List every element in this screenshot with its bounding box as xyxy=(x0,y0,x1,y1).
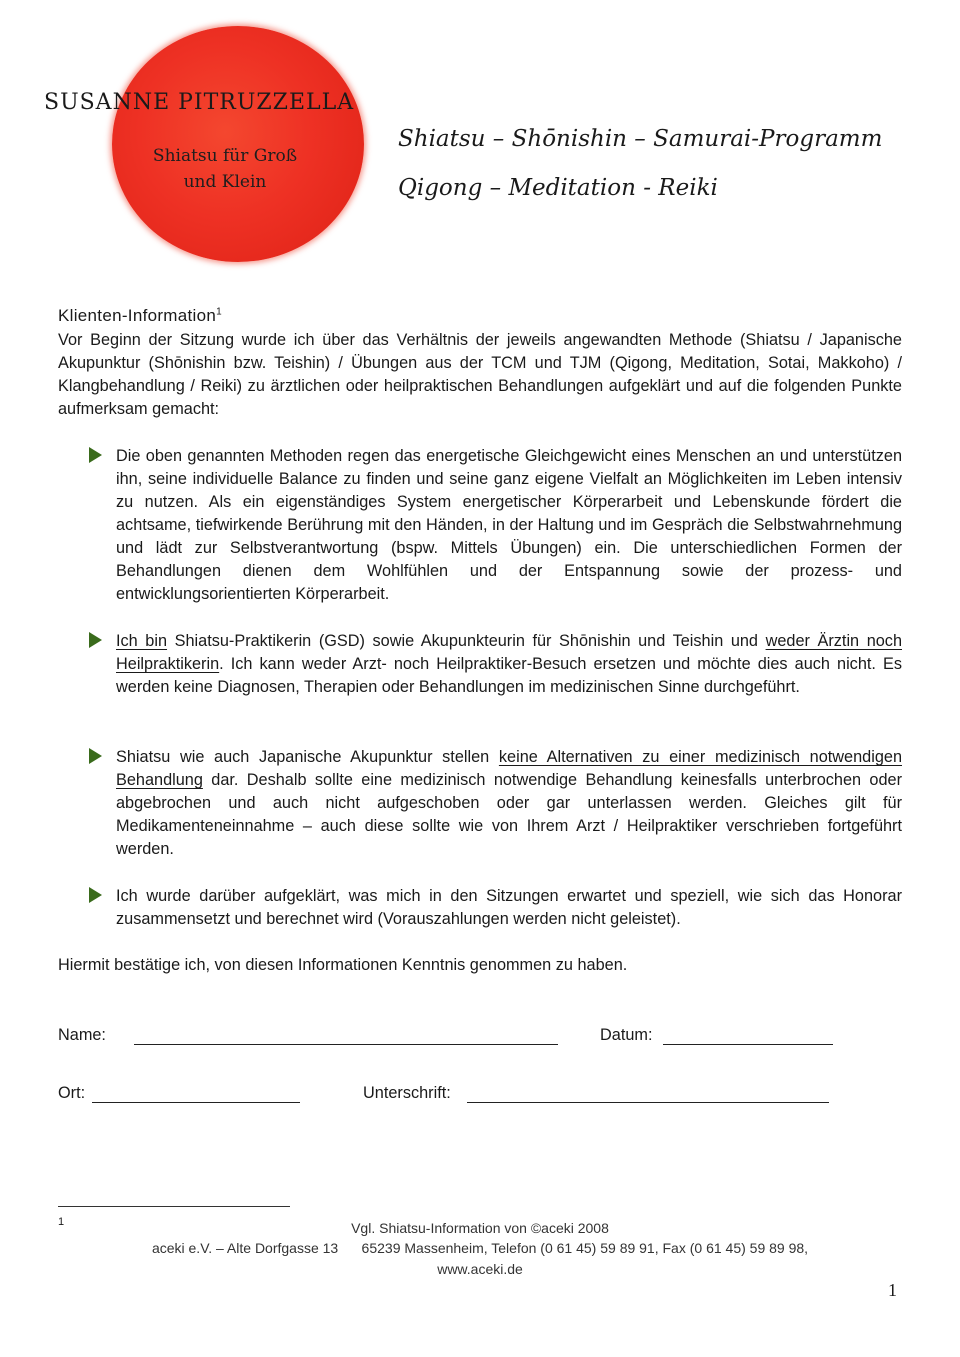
footnote-address: aceki e.V. – Alte Dorfgasse 13 65239 Massenheim, Telefon (0 61 45) 59 89 91, Fax (0 61 45) 59 89 98, xyxy=(151,1240,809,1256)
underlined-text: Ich bin xyxy=(116,632,168,650)
bullet-text: Shiatsu wie auch Japanische Akupunktur stellen xyxy=(116,748,499,766)
bullet-no-alternative xyxy=(116,746,902,861)
place-label: Ort: xyxy=(58,1084,86,1102)
bullet-arrow-icon xyxy=(89,887,102,903)
bullet-text: dar. Deshalb sollte eine medizinisch notwendige Behandlung keinesfalls unterbrochen oder abgebrochen und auch nicht aufgeschoben oder gar unterlassen werden. Gleiches gilt für Medikamenteneinnahme – auch diese sollte wie von Ihrem Arzt / Heilpraktiker verschrieben fortgeführt werden. xyxy=(116,771,902,858)
place-field[interactable] xyxy=(92,1102,300,1103)
footnote-website: www.aceki.de xyxy=(437,1261,523,1277)
bullet-fees: Ich wurde darüber aufgeklärt, was mich in den Sitzungen erwartet und speziell, wie sich das Honorar zusammensetzt und berechnet wird (Vorauszahlungen werden nicht geleistet). xyxy=(116,887,902,928)
name-field[interactable] xyxy=(134,1044,558,1045)
footnote-number: 1 xyxy=(58,1216,65,1228)
logo-tagline-line2: und Klein xyxy=(183,172,267,192)
header-tagline-services: Shiatsu – Shōnishin – Samurai-Programm xyxy=(398,126,883,152)
date-field[interactable] xyxy=(663,1044,833,1045)
page-title-text: Klienten-Information xyxy=(58,306,217,325)
bullet-arrow-icon xyxy=(89,632,102,648)
logo-tagline-line1: Shiatsu für Groß xyxy=(152,146,298,166)
page-title xyxy=(58,306,222,326)
logo-tagline xyxy=(130,143,320,195)
intro-paragraph: Vor Beginn der Sitzung wurde ich über das Verhältnis der jeweils angewandten Methode (Shiatsu / Japanische Akupunktur (Shōnishin bzw. Teishin) / Übungen aus der TCM und TJM (Qigong, Meditation, Sotai, Makkoho) / Klangbehandlung / Reiki) zu ärztlichen oder heilpraktischen Behandlungen aufgeklärt und auf die folgenden Punkte aufmerksam gemacht: xyxy=(58,331,902,418)
bullet-text: Shiatsu-Praktikerin (GSD) sowie Akupunkteurin für Shōnishin und Teishin und xyxy=(167,632,766,650)
underlined-text: keine Alternativen zu einer medizinisch notwendigen Behandlung xyxy=(116,748,902,789)
bullet-text: . Ich kann weder Arzt- noch Heilpraktiker-Besuch ersetzen und möchte dies auch nicht. Es werden keine Diagnosen, Therapien oder Behandlungen im medizinischen Sinne durchgeführt. xyxy=(116,655,902,696)
bullet-arrow-icon xyxy=(89,447,102,463)
bullet-qualification xyxy=(116,630,902,699)
signature-field[interactable] xyxy=(467,1102,829,1103)
bullet-methods: Die oben genannten Methoden regen das energetische Gleichgewicht eines Menschen an und unterstützen ihn, seine individuelle Balance zu finden und seine ganz eigene Vielfalt an Möglichkeiten im Leben intensiv zu nutzen. Als ein eigenständiges System energetischer Körperarbeit und Lebenskunde fördert die achtsame, tiefwirkende Berührung mit den Händen, in der Haltung und im Gespräch die Selbstwahrnehmung und lädt zur Selbstverantwortung (bspw. Mittels Übungen) ein. Die unterschiedlichen Formen der Behandlungen dienen dem Wohlfühlen und der Entspannung sowie der prozess- und entwicklungsorientierten Körperarbeit. xyxy=(116,447,902,603)
confirmation-text: Hiermit bestätige ich, von diesen Informationen Kenntnis genommen zu haben. xyxy=(58,956,628,974)
signature-label: Unterschrift: xyxy=(363,1084,451,1102)
underlined-text: weder Ärztin noch Heilpraktikerin xyxy=(116,632,902,673)
name-label: Name: xyxy=(58,1026,106,1044)
footnote-divider xyxy=(58,1206,290,1207)
date-label: Datum: xyxy=(600,1026,653,1044)
page-number: 1 xyxy=(888,1280,897,1300)
footnote-reference: 1 xyxy=(216,306,223,318)
bullet-arrow-icon xyxy=(89,748,102,764)
logo-name: SUSANNE PITRUZZELLA xyxy=(44,90,355,115)
header-tagline-practices: Qigong – Meditation - Reiki xyxy=(398,175,718,201)
footnote-source: Vgl. Shiatsu-Information von ©aceki 2008 xyxy=(351,1220,609,1236)
